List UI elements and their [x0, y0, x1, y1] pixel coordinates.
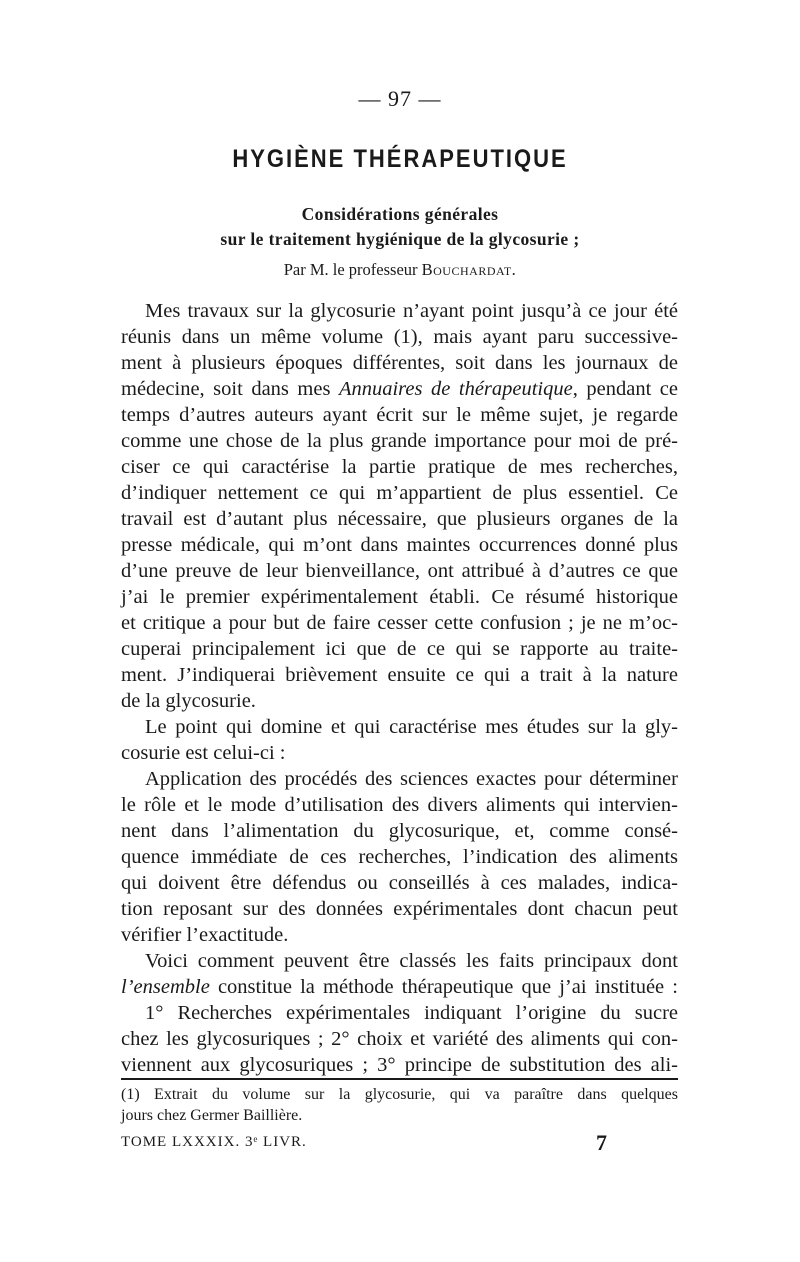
body-line: comme une chose de la plus grande importance pour moi de pré-: [121, 430, 678, 452]
signature-text: TOME LXXXIX. 3ᵉ LIVR.: [121, 1134, 307, 1150]
footnote-divider: [121, 1078, 678, 1080]
body-line: 1° Recherches expérimentales indiquant l’origine du sucre: [145, 1002, 678, 1024]
body-line: réunis dans un même volume (1), mais ayant paru successive-: [121, 326, 678, 348]
signature-number: 7: [596, 1130, 608, 1155]
body-line: cuperai principalement ici que de ce qui se rapporte au traite-: [121, 638, 678, 660]
body-line: presse médicale, qui m’ont dans maintes occurrences donné plus: [121, 534, 678, 556]
body-line: nent dans l’alimentation du glycosurique, et, comme consé-: [121, 820, 678, 842]
body-line: Mes travaux sur la glycosurie n’ayant point jusqu’à ce jour été: [145, 300, 678, 322]
body-line: de la glycosurie.: [121, 690, 256, 712]
byline-author: Bouchardat.: [421, 260, 517, 279]
body-line: d’une preuve de leur bienveillance, ont attribué à d’autres ce que: [121, 560, 678, 582]
italic-word: l’ensemble: [121, 976, 210, 998]
body-line: cosurie est celui-ci :: [121, 742, 286, 764]
body-line: chez les glycosuriques ; 2° choix et variété des aliments qui con-: [121, 1028, 678, 1050]
body-line: ment à plusieurs époques différentes, soit dans les journaux de: [121, 352, 678, 374]
article-title-line-2: sur le traitement hygiénique de la glycosurie ;: [220, 229, 580, 249]
body-line: [121, 974, 678, 1000]
body-line: Voici comment peuvent être classés les faits principaux dont: [145, 950, 678, 972]
italic-title: Annuaires de thérapeutique: [338, 378, 573, 400]
body-line: et critique a pour but de faire cesser cette confusion ; je ne m’oc-: [121, 612, 678, 634]
body-text: constitue la méthode thérapeutique que j’ai instituée :: [209, 976, 678, 998]
signature-line: [121, 1130, 678, 1155]
body-line: ment. J’indiquerai brièvement ensuite ce qui a trait à la nature: [121, 664, 678, 686]
byline-prefix: Par M. le professeur: [283, 260, 422, 279]
body-line: le rôle et le mode d’utilisation des divers aliments qui intervien-: [121, 794, 678, 816]
body-line: viennent aux glycosuriques ; 3° principe de substitution des ali-: [121, 1054, 678, 1076]
body-line: travail est d’autant plus nécessaire, que plusieurs organes de la: [121, 508, 678, 530]
body-line: j’ai le premier expérimentalement établi. Ce résumé historique: [121, 586, 678, 608]
page-number: — 97 —: [358, 86, 442, 111]
body-text: médecine, soit dans mes: [121, 378, 339, 400]
body-line: [121, 376, 678, 402]
body-line: d’indiquer nettement ce qui m’appartient de plus essentiel. Ce: [121, 482, 678, 504]
footnote-line-1: (1) Extrait du volume sur la glycosurie, qui va paraître dans quelques: [121, 1086, 678, 1103]
body-line: Le point qui domine et qui caractérise mes études sur la gly-: [145, 716, 678, 738]
body-line: ciser ce qui caractérise la partie pratique de mes recherches,: [121, 456, 678, 478]
body-line: quence immédiate de ces recherches, l’indication des aliments: [121, 846, 678, 868]
body-line: Application des procédés des sciences exactes pour déterminer: [145, 768, 678, 790]
body-line: qui doivent être défendus ou conseillés à ces malades, indica-: [121, 872, 678, 894]
article-title-line-1: Considérations générales: [301, 204, 499, 224]
body-line: temps d’autres auteurs ayant écrit sur le même sujet, je regarde: [121, 404, 678, 426]
body-line: tion reposant sur des données expérimentales dont chacun peut: [121, 898, 678, 920]
byline: [0, 260, 800, 280]
body-text: , pendant ce: [572, 378, 678, 400]
section-title: HYGIÈNE THÉRAPEUTIQUE: [232, 144, 568, 173]
body-line: vérifier l’exactitude.: [121, 924, 289, 946]
footnote-line-2: jours chez Germer Baillière.: [121, 1107, 303, 1124]
